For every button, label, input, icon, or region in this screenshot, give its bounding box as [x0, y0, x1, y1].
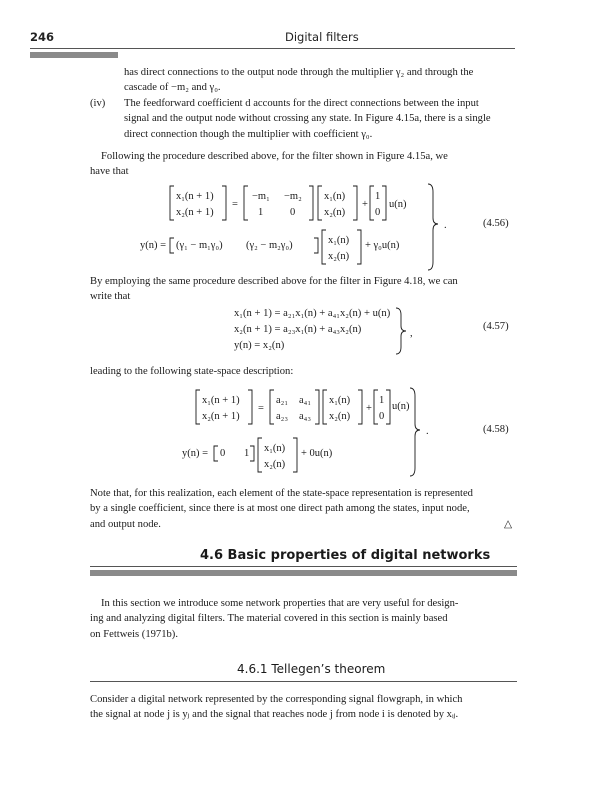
vector-entry: 0 [379, 411, 385, 422]
bracket [170, 238, 174, 253]
bracket [358, 390, 362, 424]
bracket [293, 438, 297, 472]
equals-sign: = [258, 403, 264, 414]
bracket [322, 230, 326, 264]
bracket [258, 438, 262, 472]
equation-line: x₂(n + 1) = a₂₃x₁(n) + a₄₃x₂(n) [234, 324, 362, 335]
equation-line: x₁(n + 1) = a₂₁x₁(n) + a₄₁x₂(n) + u(n) [234, 308, 391, 319]
bracket [386, 390, 390, 424]
matrix-entry: a₂₁ [276, 395, 288, 406]
paragraph-continuation [124, 65, 517, 96]
bracket [250, 446, 254, 461]
bracket [196, 390, 200, 424]
equation-number: (4.56) [483, 218, 509, 229]
paragraph [90, 149, 517, 180]
text-line: on Fettweis (1971b). [90, 628, 178, 640]
equation-number: (4.58) [483, 424, 509, 435]
list-item-label: (iv) [90, 98, 106, 109]
vector-entry: x₁(n) [329, 395, 351, 406]
bracket [318, 186, 322, 220]
vector-entry: x₂(n) [264, 459, 286, 470]
punctuation: . [426, 426, 429, 437]
bracket [323, 390, 327, 424]
bracket [270, 390, 274, 424]
vector-entry: x₁(n) [324, 191, 346, 202]
vector-entry: x₂(n) [329, 411, 351, 422]
bracket [244, 186, 248, 220]
vector-entry: x₂(n + 1) [176, 207, 214, 218]
bracket [382, 186, 386, 220]
text-line: By employing the same procedure described above for the filter in Figure 4.18, we can [90, 276, 458, 287]
page-number: 246 [30, 30, 55, 44]
punctuation: . [444, 220, 447, 231]
matrix-entry: (γ₂ − m₂γ₀) [246, 240, 293, 251]
matrix-entry: −m₁ [252, 191, 270, 202]
text-line: by a single coefficient, since there is at most one direct path among the states, input node, [90, 503, 470, 515]
bracket [222, 186, 226, 220]
vector-entry: 1 [375, 191, 381, 202]
bracket [315, 390, 319, 424]
feedthrough-term: + 0u(n) [301, 448, 333, 459]
matrix-entry: 1 [258, 207, 264, 218]
curly-brace [396, 308, 406, 354]
text-line: the signal at node j is yⱼ and the signal that reaches node j from node i is denoted by xᵢⱼ. [90, 709, 459, 721]
list-item-iv [90, 96, 607, 146]
section-bar [90, 570, 517, 576]
bracket [170, 186, 174, 220]
bracket [248, 390, 252, 424]
matrix-entry: 1 [244, 448, 250, 459]
matrix-entry: a₂₃ [276, 411, 288, 422]
bracket [214, 446, 218, 461]
output-lhs: y(n) = [182, 448, 209, 459]
paragraph [90, 596, 517, 642]
output-lhs: y(n) = [140, 240, 167, 251]
bracket [370, 186, 374, 220]
punctuation: , [410, 328, 413, 339]
text-line: In this section we introduce some network properties that are very useful for design- [101, 598, 459, 609]
input-term: u(n) [389, 199, 407, 210]
vector-entry: x₂(n + 1) [202, 411, 240, 422]
text-line: Note that, for this realization, each element of the state-space representation is represented [90, 488, 473, 499]
paragraph [90, 486, 517, 532]
matrix-entry: a₄₁ [299, 395, 311, 406]
vector-entry: x₂(n) [324, 207, 346, 218]
matrix-entry: a₄₃ [299, 411, 311, 422]
text-line: write that [90, 291, 131, 303]
bracket [357, 230, 361, 264]
curly-brace [428, 184, 438, 270]
text-line: and output node. [90, 518, 161, 530]
feedthrough-term: + γ₀u(n) [365, 240, 400, 251]
bracket [309, 186, 313, 220]
header-rule [30, 48, 515, 49]
vector-entry: x₁(n) [328, 235, 350, 246]
equation-line: y(n) = x₂(n) [234, 340, 285, 351]
vector-entry: x₂(n) [328, 251, 350, 262]
plus-sign: + [362, 199, 368, 210]
paragraph [90, 692, 517, 723]
matrix-entry: −m₂ [284, 191, 302, 202]
text-line: direct connection though the multiplier with coefficient γ₀. [124, 128, 373, 140]
curly-brace [410, 388, 420, 476]
text-line: signal and the output node without crossing any state. In Figure 4.15a, there is a single [124, 113, 491, 125]
vector-entry: 0 [375, 207, 381, 218]
vector-entry: x₁(n + 1) [176, 191, 214, 202]
running-title: Digital filters [285, 30, 359, 44]
vector-entry: x₁(n) [264, 443, 286, 454]
input-term: u(n) [392, 401, 410, 412]
equation-4-56 [140, 180, 460, 280]
brace-4-57 [392, 306, 432, 358]
subsection-title: 4.6.1 Tellegen’s theorem [237, 662, 386, 676]
paragraph [90, 364, 517, 379]
equation-4-58 [160, 384, 460, 484]
section-title: 4.6 Basic properties of digital networks [200, 548, 491, 563]
bracket [353, 186, 357, 220]
text-line: Following the procedure described above, for the filter shown in Figure 4.15a, we [101, 151, 448, 162]
text-line: The feedforward coefficient d accounts for the direct connections between the input [124, 98, 479, 109]
equals-sign: = [232, 199, 238, 210]
vector-entry: x₁(n + 1) [202, 395, 240, 406]
matrix-entry: (γ₁ − m₁γ₀) [176, 240, 223, 251]
header-bar [30, 52, 118, 58]
bracket [374, 390, 378, 424]
text-line: Consider a digital network represented by the corresponding signal flowgraph, in which [90, 694, 463, 705]
matrix-entry: 0 [290, 207, 296, 218]
text-line: cascade of −m₂ and γ₀. [124, 82, 221, 94]
vector-entry: 1 [379, 395, 385, 406]
text-line: leading to the following state-space description: [90, 366, 294, 377]
text-line: ing and analyzing digital filters. The material covered in this section is mainly based [90, 613, 448, 625]
equation-number: (4.57) [483, 321, 509, 332]
list-item-body [124, 96, 607, 142]
section-rule [90, 566, 517, 567]
bracket [314, 238, 318, 253]
paragraph [90, 274, 517, 305]
plus-sign: + [366, 403, 372, 414]
text-line: have that [90, 166, 129, 178]
subsection-rule [90, 681, 517, 682]
end-of-example-mark: △ [504, 519, 513, 530]
text-line: has direct connections to the output node through the multiplier γ₂ and through the [124, 67, 474, 78]
matrix-entry: 0 [220, 448, 226, 459]
